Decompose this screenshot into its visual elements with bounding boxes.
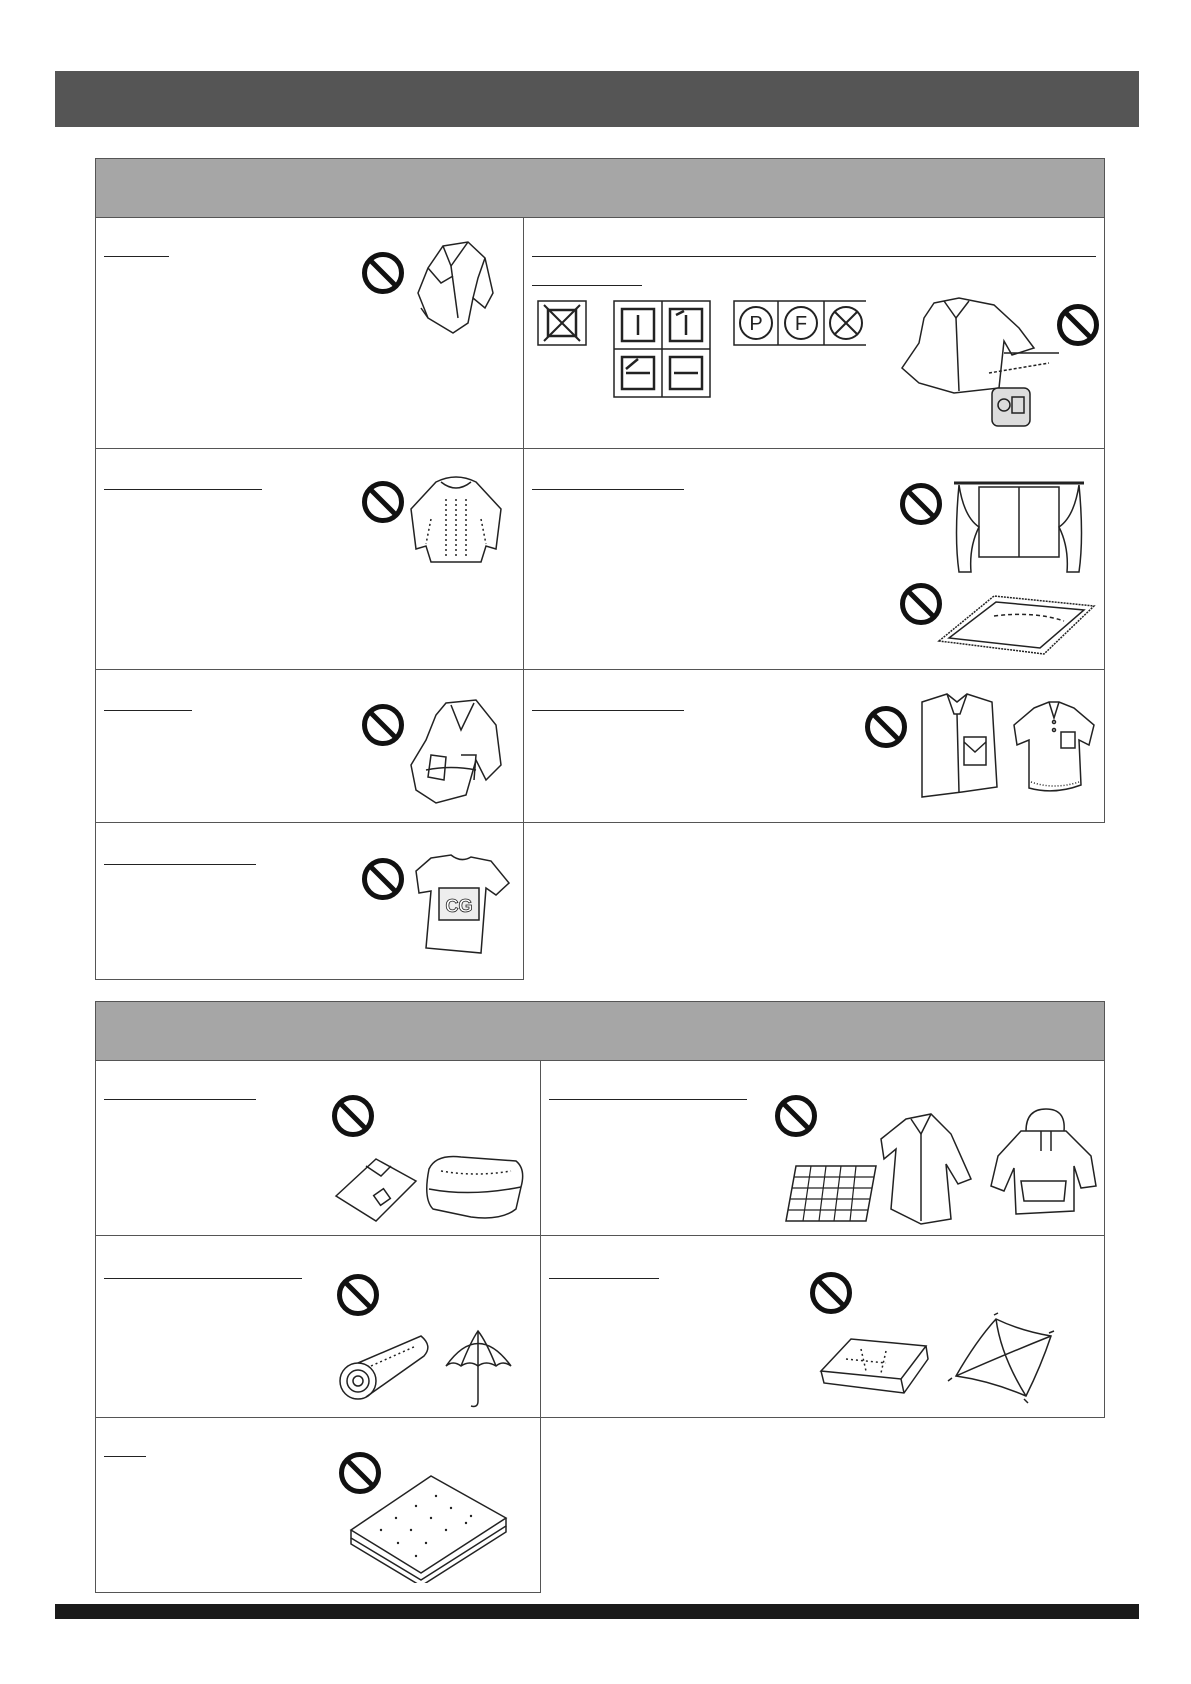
- cell-folded-items: [95, 1060, 541, 1236]
- cell-quilt: [95, 1417, 541, 1593]
- quilt-icon: [336, 1468, 516, 1583]
- prohibited-icon: [336, 1273, 380, 1317]
- cell-jacket: [95, 217, 524, 449]
- cell-heading: [532, 710, 684, 711]
- umbrella-icon: [441, 1326, 516, 1411]
- cell-subheading: [532, 285, 642, 286]
- cell-rolled-umbrella: [95, 1235, 541, 1418]
- cell-heading: [532, 489, 684, 490]
- cell-heading: [532, 256, 1096, 257]
- rug-icon: [934, 586, 1099, 661]
- cell-heading: [104, 489, 262, 490]
- towel-stack-icon: [421, 1149, 531, 1224]
- cell-shirts: [523, 669, 1105, 823]
- tshirt-icon: [411, 853, 511, 961]
- prohibited-icon: [331, 1094, 375, 1138]
- cell-care-label: [523, 217, 1105, 449]
- section-1-header: [95, 158, 1105, 218]
- cell-heading: [549, 1099, 747, 1100]
- cell-cushions: [540, 1235, 1105, 1418]
- care-symbol-f: F: [794, 313, 808, 335]
- polo-shirt-icon: [1009, 700, 1099, 800]
- rolled-mat-icon: [336, 1331, 436, 1406]
- prohibited-icon: [899, 482, 943, 526]
- page-header-bar: [55, 71, 1139, 127]
- prohibited-icon: [809, 1271, 853, 1315]
- care-symbol-p: P: [749, 313, 763, 335]
- cell-heading: [104, 1278, 302, 1279]
- pillow-icon: [946, 1311, 1061, 1406]
- curtain-icon: [949, 477, 1089, 577]
- cell-outerwear: [540, 1060, 1105, 1236]
- hoodie-icon: [986, 1106, 1101, 1221]
- tshirt-print-text: CG: [445, 896, 473, 916]
- section-2-header: [95, 1001, 1105, 1061]
- cell-tshirt: [95, 822, 524, 980]
- cushion-icon: [816, 1331, 931, 1401]
- checkered-mat-icon: [781, 1161, 881, 1226]
- prohibited-icon: [361, 251, 405, 295]
- shirt-with-label-icon: [894, 293, 1074, 438]
- cell-heading: [104, 710, 192, 711]
- jacket-icon: [413, 238, 503, 338]
- prohibited-icon: [864, 705, 908, 749]
- page-footer-bar: [55, 1604, 1139, 1619]
- cell-heading: [104, 864, 256, 865]
- raincoat-icon: [876, 1109, 976, 1229]
- cell-robe: [95, 669, 524, 823]
- prohibited-icon: [361, 857, 405, 901]
- cell-sweater: [95, 448, 524, 670]
- cell-curtain-rug: [523, 448, 1105, 670]
- cell-heading: [549, 1278, 659, 1279]
- dress-shirt-icon: [912, 692, 1002, 802]
- sweater-icon: [406, 474, 506, 569]
- cell-heading: [104, 1456, 146, 1457]
- cell-heading: [104, 1099, 256, 1100]
- robe-icon: [406, 695, 506, 810]
- prohibited-icon: [361, 480, 405, 524]
- care-symbols-icon: [536, 297, 866, 407]
- folded-shirt-icon: [331, 1151, 421, 1226]
- prohibited-icon: [774, 1094, 818, 1138]
- cell-heading: [104, 256, 169, 257]
- prohibited-icon: [361, 703, 405, 747]
